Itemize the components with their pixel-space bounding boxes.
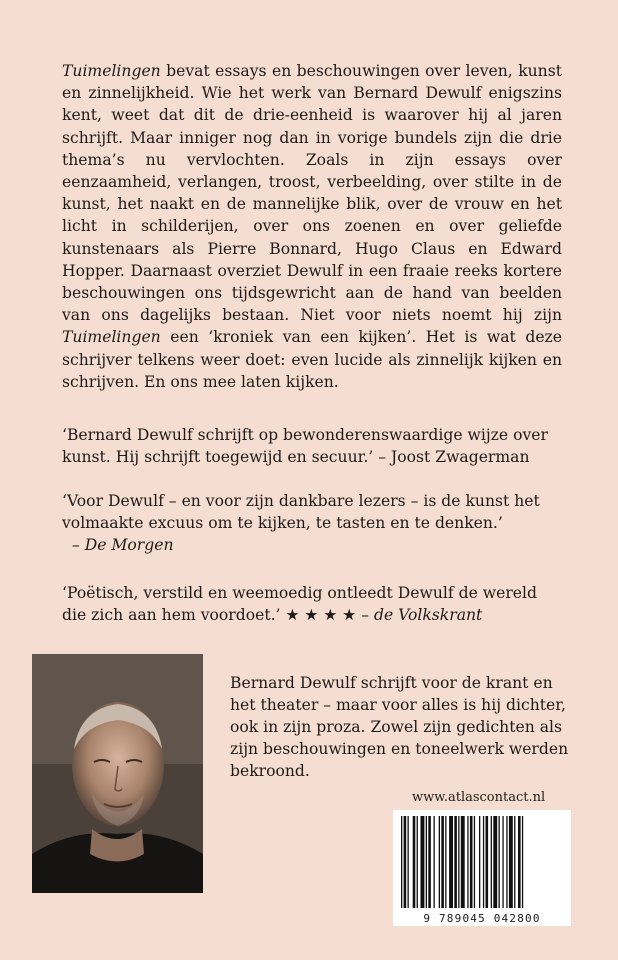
author-bio: Bernard Dewulf schrijft voor de krant en het theater – maar voor alles is hij dichter, ook in zijn proza. Zowel zijn gedichten als zijn beschouwingen en toneelwerk werden bekroond. [230,673,569,781]
quote-zwagerman: ‘Bernard Dewulf schrijft op bewonderenswaardige wijze over kunst. Hij schrijft toegewijd en secuur.’ – Joost Zwagerman [62,426,548,467]
quote-de-morgen [62,490,562,557]
quote-de-morgen-source [62,536,174,554]
source-dash: – [72,536,85,555]
quote-volkskrant-source: de Volkskrant [373,606,483,625]
source-name: De Morgen [84,536,174,555]
author-photo [32,654,203,893]
quote-de-morgen-text: ‘Voor Dewulf – en voor zijn dankbare lezers – is de kunst het volmaakte excuus om te kijken, te tasten en te denken.’ [62,492,540,533]
barcode [393,810,571,926]
blurb-part-2: een ‘kroniek van een kijken’. Het is wat deze schrijver telkens weer doet: even lucide als zinnelijk kijken en schrijven. En ons mee laten kijken. [62,328,562,391]
publisher-website: www.atlascontact.nl [412,790,546,805]
blurb [62,60,562,393]
isbn-number: 9 789045 042800 [394,912,570,925]
quote-volkskrant-text: ‘Poëtisch, verstild en weemoedig ontleedt Dewulf de wereld die zich aan hem voordoet.’ ★ ★ ★ ★ – [62,584,537,625]
book-title-2: Tuimelingen [62,328,161,347]
quote-volkskrant [62,582,562,626]
book-title: Tuimelingen [62,62,161,80]
blurb-part-1: bevat essays en beschouwingen over leven, kunst en zinnelijkheid. Wie het werk van Bernard Dewulf enigszins kent, weet dat dit de drie-eenheid is waarover hij al jaren schrijft. Maar inniger nog dan in vorige bundels zijn die drie thema’s nu vervlochten. Zoals in zijn essays over eenzaamheid, verlangen, troost, verbeelding, over stilte in de kunst, het naakt en de mannelijke blik, over de vrouw en het licht in schilderijen, over ons zoenen en over geliefde kunstenaars als Pierre Bonnard, Hugo Claus en Edward Hopper. Daarnaast overziet Dewulf in een fraaie reeks kortere beschouwingen ons tijdsgewricht aan de hand van beelden van ons dagelijks bestaan. Niet voor niets noemt hij zijn [62,62,562,325]
blurb-text [62,60,562,393]
